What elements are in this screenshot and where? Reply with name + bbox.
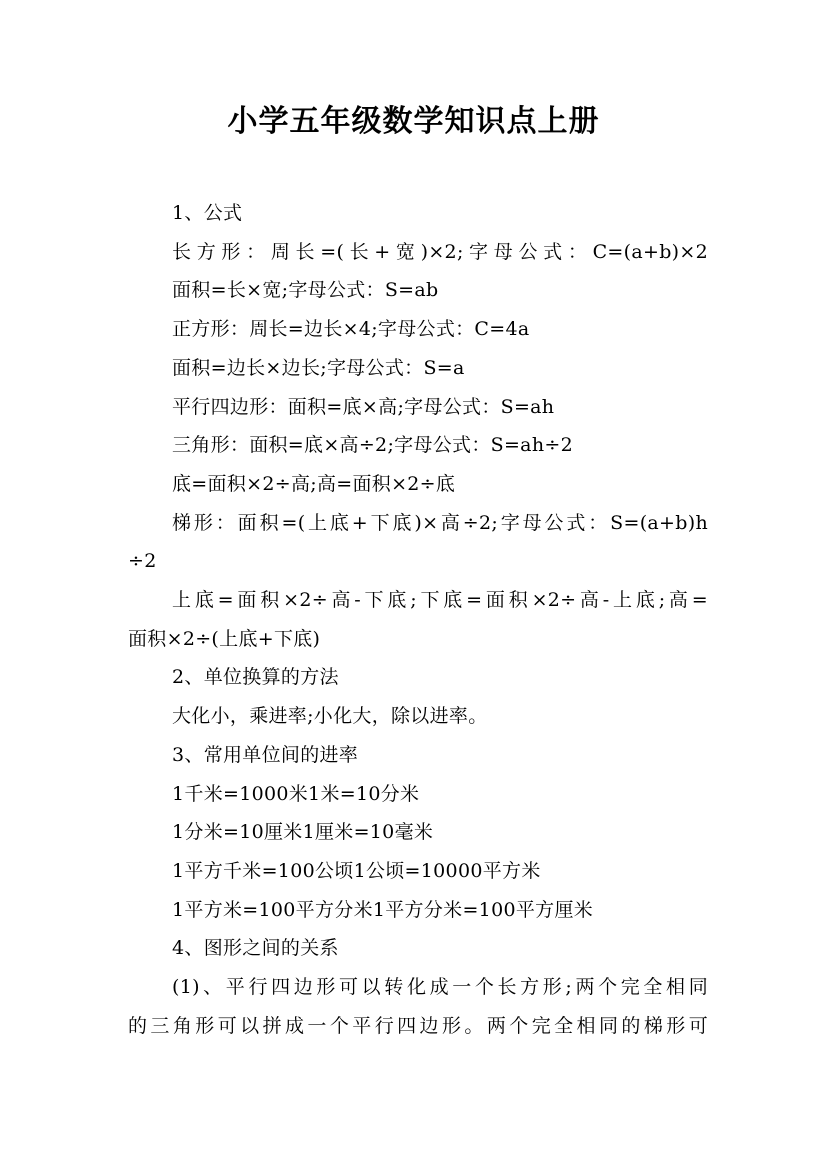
section-heading-formulas: 1、公式	[172, 202, 243, 224]
text-line: 长方形：周长=(长+宽)×2;字母公式：C=(a+b)×2	[172, 240, 708, 263]
text-line: 1千米=1000米1米=10分米	[172, 782, 420, 805]
section-heading-unit-rates: 3、常用单位间的进率	[172, 743, 359, 766]
document-body	[128, 194, 708, 1045]
text-line: (1)、平行四边形可以转化成一个长方形;两个完全相同	[172, 976, 708, 999]
text-line: 梯形：面积=(上底+下底)×高÷2;字母公式：S=(a+b)h	[172, 511, 708, 534]
text-line: 面积×2÷(上底+下底)	[128, 627, 321, 650]
text-line: 面积=长×宽;字母公式：S=ab	[172, 279, 439, 302]
text-line: 面积=边长×边长;字母公式：S=a	[172, 356, 465, 379]
text-line: 1平方千米=100公顷1公顷=10000平方米	[172, 859, 541, 882]
text-line: 大化小，乘进率;小化大，除以进率。	[172, 705, 488, 728]
text-line: 1分米=10厘米1厘米=10毫米	[172, 821, 434, 844]
document-title: 小学五年级数学知识点上册	[227, 104, 600, 139]
text-line: 三角形：面积=底×高÷2;字母公式：S=ah÷2	[172, 434, 573, 457]
text-line: 平行四边形：面积=底×高;字母公式：S=ah	[172, 395, 555, 418]
text-line: 正方形：周长=边长×4;字母公式：C=4a	[172, 318, 530, 341]
text-line: 上底=面积×2÷高-下底;下底=面积×2÷高-上底;高=	[172, 589, 708, 612]
text-line: 的三角形可以拼成一个平行四边形。两个完全相同的梯形可	[128, 1014, 708, 1037]
text-line: 1平方米=100平方分米1平方分米=100平方厘米	[172, 898, 594, 921]
text-line: 底=面积×2÷高;高=面积×2÷底	[172, 472, 456, 495]
section-heading-shape-relations: 4、图形之间的关系	[172, 937, 339, 960]
text-line: ÷2	[128, 550, 157, 573]
section-heading-unit-conversion: 2、单位换算的方法	[172, 666, 339, 689]
